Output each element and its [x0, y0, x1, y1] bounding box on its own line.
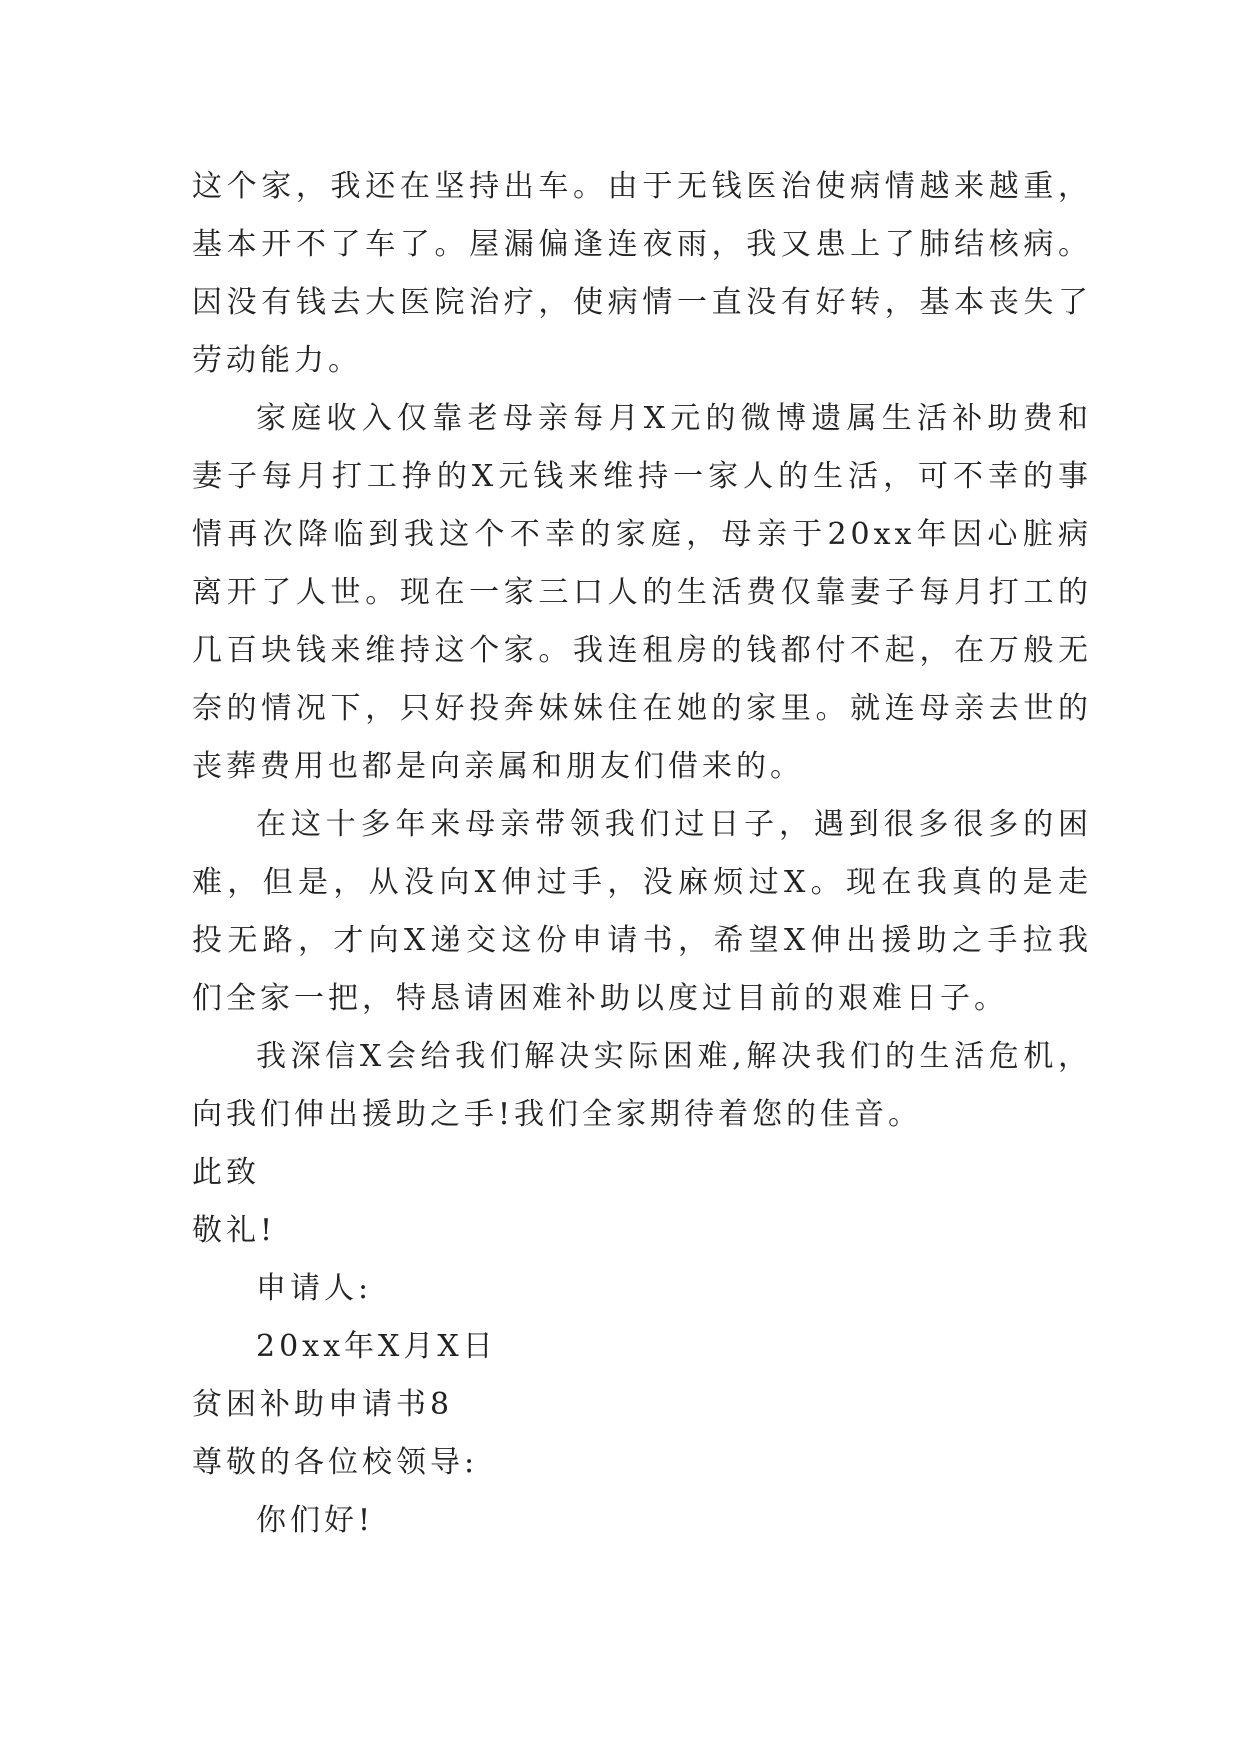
applicant-label: 申请人: [256, 1271, 373, 1306]
closing-salutation: 此致 [192, 1155, 260, 1190]
next-salutation: 尊敬的各位校领导: [192, 1445, 479, 1480]
signature-date: 20xx年X月X日 [256, 1329, 497, 1364]
paragraph-continued: 这个家，我还在坚持出车。由于无钱医治使病情越来越重，基本开不了车了。屋漏偏逢连夜雨，我又患上了肺结核病。因没有钱去大医院治疗，使病情一直没有好转，基本丧失了劳动能力。 [192, 169, 1092, 378]
document-body [192, 158, 1092, 1550]
paragraph-hardship: 在这十多年来母亲带领我们过日子，遇到很多很多的困难，但是，从没向X伸过手，没麻烦过X。现在我真的是走投无路，才向X递交这份申请书，希望X伸出援助之手拉我们全家一把，特恳请困难补助以度过目前的艰难日子。 [192, 807, 1092, 1016]
paragraph-hope: 我深信X会给我们解决实际困难,解决我们的生活危机，向我们伸出援助之手!我们全家期待着您的佳音。 [192, 1039, 1092, 1132]
paragraph-income: 家庭收入仅靠老母亲每月X元的微博遗属生活补助费和妻子每月打工挣的X元钱来维持一家人的生活，可不幸的事情再次降临到我这个不幸的家庭，母亲于20xx年因心脏病离开了人世。现在一家三口人的生活费仅靠妻子每月打工的几百块钱来维持这个家。我连租房的钱都付不起，在万般无奈的情况下，只好投奔妹妹住在她的家里。就连母亲去世的丧葬费用也都是向亲属和朋友们借来的。 [192, 401, 1092, 784]
next-document-title: 贫困补助申请书8 [192, 1387, 454, 1422]
next-greeting: 你们好! [256, 1503, 375, 1538]
closing-respect: 敬礼! [192, 1213, 277, 1248]
